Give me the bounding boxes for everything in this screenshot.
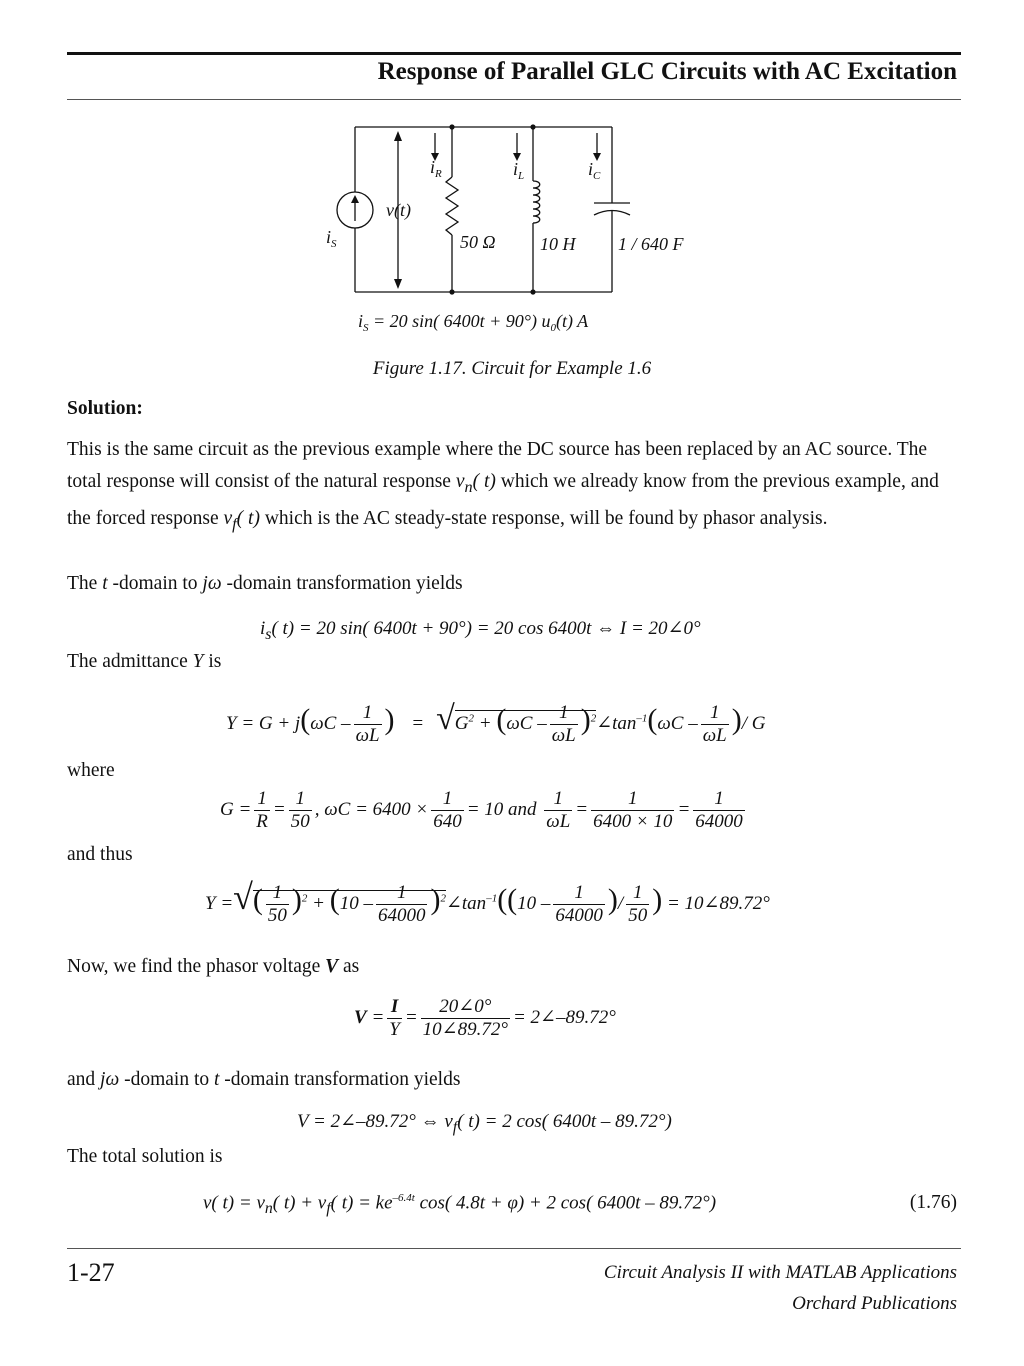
equation-forced-response: V = 2∠–89.72° ⇔ $v_f$( t) = 2 cos( 6400t – 89.72°) — [297, 1111, 672, 1136]
header-rule-bottom — [67, 99, 961, 100]
paragraph-transform: The t -domain to jω -domain transformation yields — [67, 573, 463, 594]
capacitor-value: 1 / 640 F — [618, 234, 684, 254]
ir-label: $i_R$ — [430, 157, 442, 180]
solution-heading: Solution: — [67, 398, 143, 419]
paragraph-total-solution: The total solution is — [67, 1146, 223, 1167]
equation-is: $i_s$( t) = 20 sin( 6400t + 90°) = 20 cos 6400t ⇔ I = 20∠0° — [260, 618, 701, 643]
resistor-symbol — [446, 177, 458, 235]
equation-phasor-voltage: V = $\frac{I}{Y}$ = $\frac{20\angle 0^\circ}{10\angle 89.72^\circ}$ = 2∠–89.72° — [354, 996, 616, 1040]
source-equation: $i_S = 20$ sin( 6400t + 90°) $u_0(t)$ A — [358, 311, 589, 334]
equation-number: (1.76) — [909, 1192, 957, 1213]
header-rule-top — [67, 52, 961, 55]
publisher: Orchard Publications — [792, 1293, 957, 1314]
page-number: 1-27 — [67, 1258, 115, 1287]
equation-admittance-numeric: Y =√( $\frac{1}{50}$ )$^2$ + (10 – $\frac{1}{64000}$ )$^2\angle\tan^{-1}((10$ – $\frac{1}{64000}$ )/ $\frac{1}{50}$ ) = 10∠89.72° — [205, 877, 770, 927]
ic-label: $i_C$ — [588, 159, 601, 182]
paragraph-intro: This is the same circuit as the previous example where the DC source has been replaced by an AC source. The total response will consist of the natural response $v_n$( t) which we already know from the previous example, and the forced response $v_f$( t) which is the AC steady-state response, will be found by phasor analysis. — [67, 439, 939, 533]
equation-total-solution: v( $t) = v_n$( $t) + v_f$( $t) = ke^{-6.4t}$ cos( 4.8t + φ) + 2 cos( 6400t – 89.72°) — [203, 1192, 717, 1218]
source-current-label: $i_S$ — [326, 227, 337, 250]
paragraph-and-thus: and thus — [67, 844, 133, 865]
paragraph-where: where — [67, 760, 115, 781]
paragraph-phasor-voltage: Now, we find the phasor voltage V as — [67, 956, 360, 977]
figure-caption: Figure 1.17. Circuit for Example 1.6 — [372, 358, 652, 379]
voltage-label: v(t) — [386, 200, 411, 220]
book-title: Circuit Analysis II with MATLAB Applications — [603, 1262, 957, 1283]
paragraph-admittance: The admittance Y is — [67, 651, 222, 672]
equation-admittance: Y = G + j(ωC – $\frac{1}{\omega L}$ ) = $√G^2 + (\omega C$ – $\frac{1}{\omega L}$ )$^2\angle\tan^{-1}(\omega C$ – $\frac{1}{\omega L}$ )/ G — [226, 700, 766, 747]
footer-rule — [67, 1248, 961, 1249]
inductor-symbol — [533, 181, 540, 223]
il-label: $i_L$ — [513, 159, 525, 182]
paragraph-inverse-transform: and jω -domain to t -domain transformation yields — [67, 1069, 461, 1090]
resistor-value: 50 Ω — [460, 232, 496, 252]
inductor-value: 10 H — [540, 234, 576, 254]
equation-values: G = $\frac{1}{R}$ = $\frac{1}{50}$ , ωC = 6400 × $\frac{1}{640}$ = 10 and $\frac{1}{\omega L}$ = $\frac{1}{6400 \times 10}$ = $\frac{1}{64000}$ — [220, 788, 743, 832]
page-title: Response of Parallel GLC Circuits with AC Excitation — [377, 58, 957, 85]
circuit-diagram — [320, 115, 720, 345]
